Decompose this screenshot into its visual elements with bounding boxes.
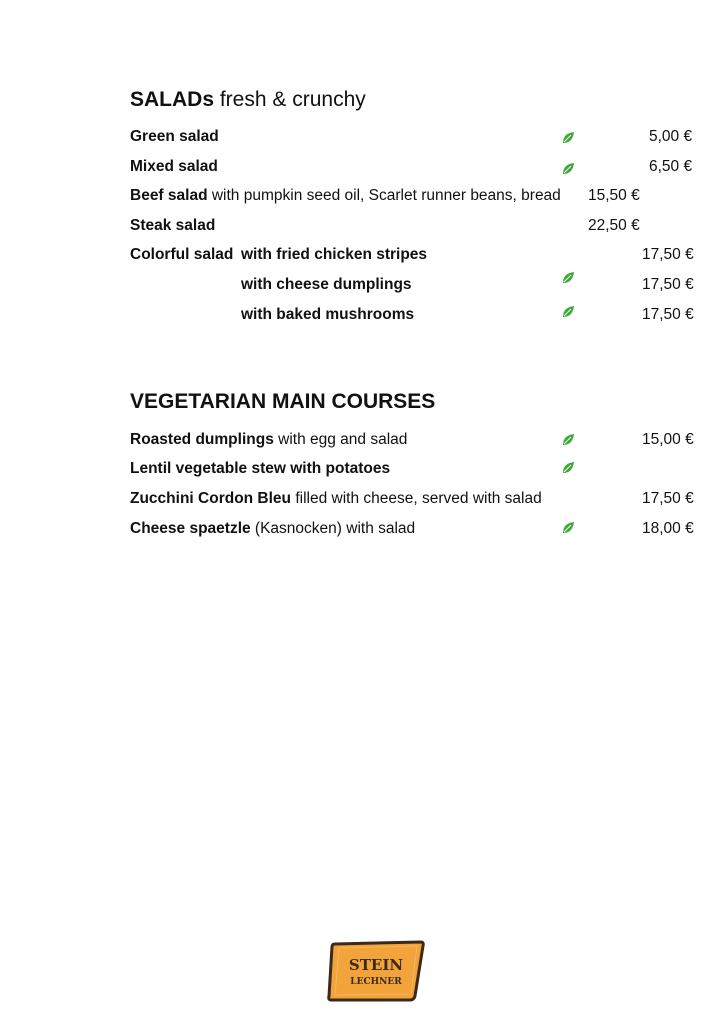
menu-option [241,244,427,266]
item-name: Lentil vegetable stew with potatoes [130,460,391,477]
salads-heading-subtitle: fresh & crunchy [214,88,366,111]
vegetarian-heading: VEGETARIAN MAIN COURSES [130,390,436,413]
logo-line1: STEIN [348,956,404,974]
item-price: 17,50 € [642,490,694,507]
menu-item [130,156,218,178]
menu-item [130,488,542,510]
leaf-icon [561,521,575,535]
item-price: 5,00 € [649,128,693,145]
item-price: 17,50 € [642,306,694,323]
item-desc: (Kasnocken) with salad [250,520,416,537]
leaf-icon [561,461,575,475]
salads-heading-bold: SALADs [130,88,215,111]
item-desc: with egg and salad [273,431,408,448]
item-price: 6,50 € [649,158,693,175]
menu-item-colorful [130,244,233,266]
menu-item [130,185,561,207]
leaf-icon [561,162,575,176]
menu-item [130,215,215,237]
option-label: with fried chicken stripes [241,246,428,263]
menu-item [130,429,407,451]
item-name: Roasted dumplings [130,431,274,448]
item-name: Mixed salad [130,158,218,175]
salads-heading [130,88,366,112]
leaf-icon [561,131,575,145]
item-price: 18,00 € [642,520,694,537]
item-price: 17,50 € [642,276,694,293]
option-label: with cheese dumplings [241,276,412,293]
item-name: Beef salad [130,187,208,204]
leaf-icon [561,271,575,285]
item-price: 17,50 € [642,246,694,263]
leaf-icon [561,305,575,319]
menu-item [130,126,219,148]
item-desc: with pumpkin seed oil, Scarlet runner beans, bread [207,187,561,204]
item-name: Green salad [130,128,219,145]
item-name: Cheese spaetzle [130,520,251,537]
item-price: 22,50 € [588,217,640,234]
menu-item [130,458,390,480]
item-name: Steak salad [130,217,216,234]
logo-line2: LECHNER [350,977,402,987]
item-name: Colorful salad [130,246,234,263]
leaf-icon [561,433,575,447]
item-price: 15,50 € [588,187,640,204]
item-price: 15,00 € [642,431,694,448]
item-desc: filled with cheese, served with salad [291,490,542,507]
menu-option [241,304,414,326]
steinlechner-logo [327,940,425,1002]
menu-option [241,274,412,296]
item-name: Zucchini Cordon Bleu [130,490,292,507]
menu-item [130,518,415,540]
option-label: with baked mushrooms [241,306,415,323]
